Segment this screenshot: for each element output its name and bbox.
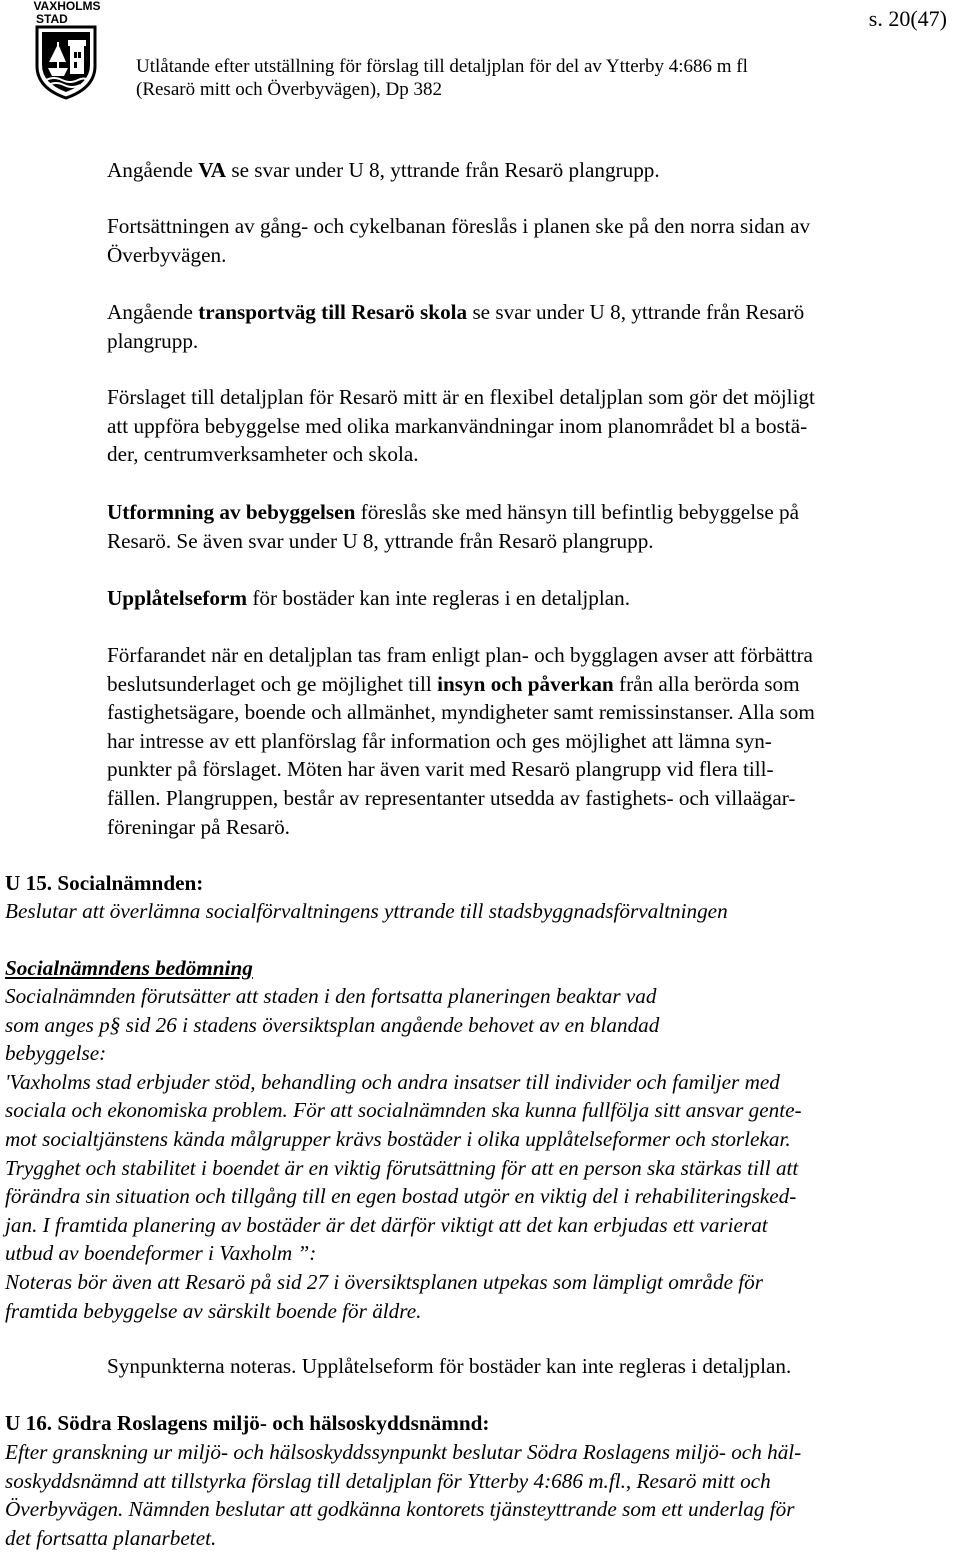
logo-line-1: VAXHOLMS (33, 0, 101, 13)
text-line (107, 498, 799, 527)
text-line: punkter på förslaget. Möten har även varit med Resarö plangrupp vid flera till- (107, 757, 774, 782)
text-line: Socialnämnden förutsätter att staden i den fortsatta planeringen beaktar vad (5, 984, 657, 1008)
text-line: 'Vaxholms stad erbjuder stöd, behandling och andra insatser till individer och familjer med (5, 1069, 780, 1094)
bold-term: transportväg till Resarö skola (198, 300, 468, 324)
text-run: föreslås ske med hänsyn till befintlig bebyggelse på (355, 500, 800, 524)
text-line: der, centrumverksamheter och skola. (107, 442, 419, 467)
bold-term: Upplåtelseform (107, 586, 248, 610)
paragraph-cycle-path (107, 212, 810, 269)
text-line: Trygghet och stabilitet i boendet är en viktig förutsättning för att en person ska stärkas till att (5, 1155, 799, 1180)
text-line: mot socialtjänstens kända målgrupper krävs bostäder i olika upplåtelseformer och storlekar. (5, 1126, 791, 1151)
text-line: bebyggelse: (5, 1041, 107, 1066)
text-run: Angående (107, 158, 199, 182)
paragraph-va (107, 156, 660, 185)
text-run: beslutsunderlaget och ge möjlighet till (107, 671, 438, 696)
text-run: se svar under U 8, yttrande från Resarö (467, 300, 805, 324)
paragraph-building-design (107, 498, 799, 555)
bold-term: Utformning av bebyggelsen (107, 500, 356, 524)
text-line: framtida bebyggelse av särskilt boende för äldre. (5, 1298, 422, 1323)
document-title-line-2: (Resarö mitt och Överbyvägen), Dp 382 (136, 79, 443, 100)
vaxholm-coat-of-arms-icon (34, 24, 98, 100)
text-run: från alla berörda som (613, 671, 800, 696)
document-title-line-1: Utlåtande efter utställning för förslag till detaljplan för del av Ytterby 4:686 m fl (136, 56, 748, 77)
text-line: fällen. Plangruppen, består av representanter utsedda av fastighets- och villaägar- (107, 785, 796, 810)
section-heading-u15: U 15. Socialnämnden: (5, 871, 204, 895)
text-line: har intresse av ett planförslag får information och ges möjlighet att lämna syn- (107, 728, 772, 753)
text-line: fastighetsägare, boende och allmänhet, myndigheter samt remissinstanser. Alla som (107, 700, 815, 725)
section-heading-u16: U 16. Södra Roslagens miljö- och hälsoskyddsnämnd: (5, 1411, 490, 1435)
logo-line-2: STAD (36, 12, 68, 26)
paragraph-transport-road (107, 298, 804, 355)
paragraph-tenure-form (107, 584, 630, 613)
text-line (107, 298, 804, 327)
u15-decision: Beslutar att överlämna socialförvaltningens yttrande till stadsbyggnadsförvaltningen (5, 899, 728, 923)
text-line: som anges p§ sid 26 i stadens översiktsplan angående behovet av en blandad (5, 1012, 660, 1037)
text-line: att uppföra bebyggelse med olika markanvändningar inom planområdet bl a bostä- (107, 413, 808, 438)
text-line: sociala och ekonomiska problem. För att socialnämnden ska kunna fullfölja sitt ansvar gente- (5, 1098, 802, 1123)
text-line: plangrupp. (107, 328, 199, 353)
text-line: Överbyvägen. Nämnden beslutar att godkänna kontorets tjänsteyttrande som ett underlag för (5, 1497, 795, 1522)
bold-term: VA (198, 158, 227, 182)
text-line (107, 670, 815, 699)
u15-statement (5, 982, 802, 1325)
text-line: föreningar på Resarö. (107, 814, 290, 839)
u15-response: Synpunkterna noteras. Upplåtelseform för bostäder kan inte regleras i detaljplan. (107, 1354, 792, 1378)
text-run: se svar under U 8, yttrande från Resarö plangrupp. (226, 158, 660, 182)
u15-subheading: Socialnämndens bedömning (5, 956, 253, 980)
text-line: Överbyvägen. (107, 242, 227, 267)
text-line: förändra sin situation och tillgång till en egen bostad utgör en viktig del i rehabiliteringsked- (5, 1184, 797, 1209)
text-line: Resarö. Se även svar under U 8, yttrande från Resarö plangrupp. (107, 528, 654, 553)
text-line: Fortsättningen av gång- och cykelbanan föreslås i planen ske på den norra sidan av (107, 214, 811, 238)
paragraph-procedure (107, 641, 815, 841)
text-line: soskyddsnämnd att tillstyrka förslag till detaljplan för Ytterby 4:686 m.fl., Resarö mitt och (5, 1468, 771, 1493)
text-line: Förfarandet när en detaljplan tas fram enligt plan- och bygglagen avser att förbättra (107, 643, 813, 667)
text-line: Förslaget till detaljplan för Resarö mitt är en flexibel detaljplan som gör det möjligt (107, 385, 815, 409)
text-run: för bostäder kan inte regleras i en detaljplan. (247, 586, 631, 610)
text-line: det fortsatta planarbetet. (5, 1525, 217, 1550)
u16-statement (5, 1438, 801, 1552)
bold-term: insyn och påverkan (437, 671, 614, 696)
logo-text (30, 0, 104, 26)
paragraph-flexible-plan (107, 383, 815, 469)
text-run: Angående (107, 300, 199, 324)
text-line: Noteras bör även att Resarö på sid 27 i översiktsplanen utpekas som lämpligt område för (5, 1269, 763, 1294)
text-line: utbud av boendeformer i Vaxholm ”: (5, 1241, 317, 1266)
text-line: jan. I framtida planering av bostäder är det därför viktigt att det kan erbjudas ett varierat (5, 1212, 768, 1237)
text-line: Efter granskning ur miljö- och hälsoskyddssynpunkt beslutar Södra Roslagens miljö- och häl- (5, 1440, 802, 1464)
page-number: s. 20(47) (868, 6, 947, 31)
